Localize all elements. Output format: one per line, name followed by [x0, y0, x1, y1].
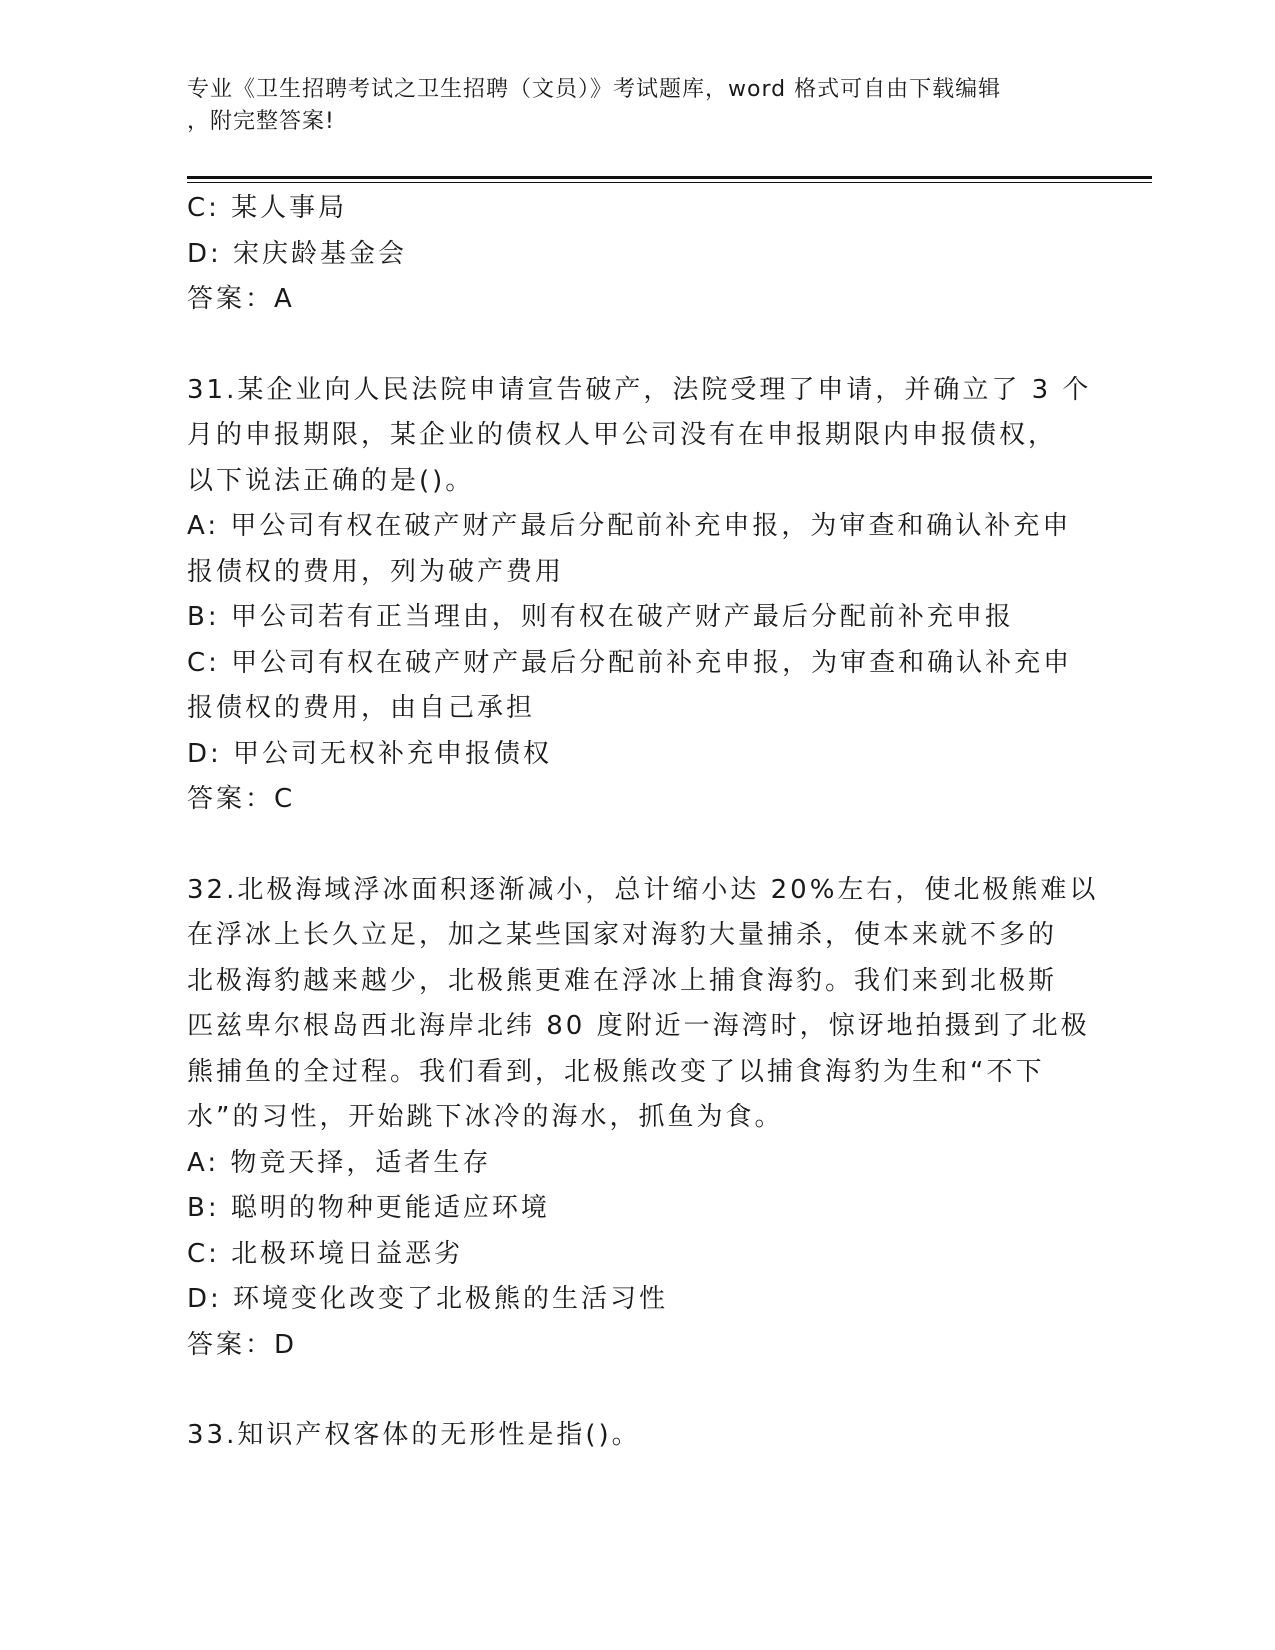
option-a: A: 甲公司有权在破产财产最后分配前补充申报，为审查和确认补充申: [187, 511, 1072, 541]
option-b: B: 聪明的物种更能适应环境: [187, 1193, 550, 1223]
question-stem-line: 水”的习性，开始跳下冰冷的海水，抓鱼为食。: [187, 1102, 784, 1132]
answer-line: 答案：D: [187, 1329, 298, 1360]
header-divider-thin: [187, 182, 1152, 183]
document-header: [187, 74, 1067, 138]
answer-line: 答案：A: [187, 284, 295, 314]
option-a-continued: 报债权的费用，列为破产费用: [187, 556, 565, 587]
question-stem-line: 北极海豹越来越少，北极熊更难在浮冰上捕食海豹。我们来到北极斯: [187, 965, 1058, 996]
spacer: [187, 323, 1087, 368]
previous-question-tail: [187, 186, 1087, 323]
question-stem-line: 31.某企业向人民法院申请宣告破产，法院受理了申请，并确立了 3 个: [187, 374, 1092, 405]
header-line-1: 专业《卫生招聘考试之卫生招聘（文员）》考试题库，word 格式可自由下载编辑: [187, 77, 1002, 102]
option-d: D: 环境变化改变了北极熊的生活习性: [187, 1284, 669, 1314]
question-33: [187, 1413, 1087, 1459]
option-a: A: 物竞天择，适者生存: [187, 1147, 492, 1178]
spacer: [187, 1368, 1087, 1413]
question-31: [187, 368, 1092, 823]
answer-line: 答案：C: [187, 784, 296, 814]
question-stem-line: 32.北极海域浮冰面积逐渐减小，总计缩小达 20%左右，使北极熊难以: [187, 874, 1099, 905]
question-stem-line: 在浮冰上长久立足，加之某些国家对海豹大量捕杀，使本来就不多的: [187, 920, 1058, 950]
option-c: C: 甲公司有权在破产财产最后分配前补充申报，为审查和确认补充申: [187, 647, 1073, 678]
option-c: C: 某人事局: [187, 193, 348, 223]
spacer: [187, 823, 1087, 868]
question-32: [187, 868, 1099, 1369]
option-d: D: 宋庆龄基金会: [187, 238, 408, 269]
question-stem-line: 以下说法正确的是()。: [187, 465, 475, 496]
option-c: C: 北极环境日益恶劣: [187, 1238, 464, 1269]
question-stem-line: 33.知识产权客体的无形性是指()。: [187, 1420, 641, 1450]
header-line-2: ，附完整答案!: [187, 109, 335, 134]
question-stem-line: 匹兹卑尔根岛西北海岸北纬 80 度附近一海湾时，惊讶地拍摄到了北极: [187, 1011, 1090, 1041]
option-d: D: 甲公司无权补充申报债权: [187, 738, 553, 769]
option-c-continued: 报债权的费用，由自己承担: [187, 693, 536, 723]
option-b: B: 甲公司若有正当理由，则有权在破产财产最后分配前补充申报: [187, 602, 1014, 632]
question-stem-line: 熊捕鱼的全过程。我们看到，北极熊改变了以捕食海豹为生和“不下: [187, 1056, 1045, 1087]
header-divider: [187, 176, 1152, 179]
question-stem-line: 月的申报期限，某企业的债权人甲公司没有在申报期限内申报债权，: [187, 420, 1058, 450]
question-content: [187, 186, 1099, 1459]
